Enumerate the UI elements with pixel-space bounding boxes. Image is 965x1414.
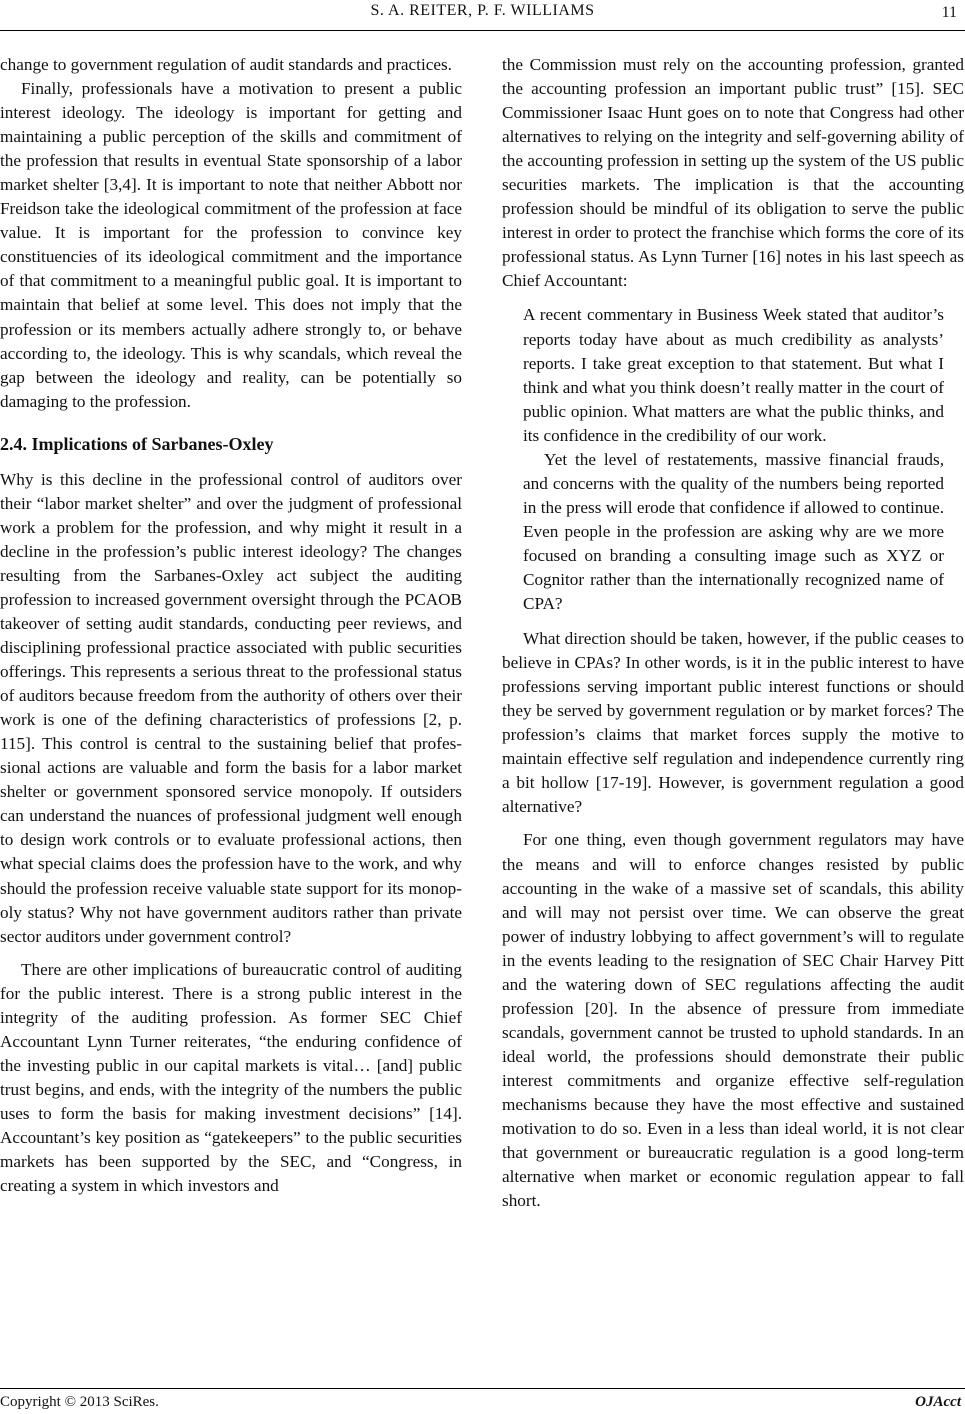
- section-heading: 2.4. Implications of Sarbanes-Oxley: [0, 433, 274, 454]
- copyright-notice: Copyright © 2013 SciRes.: [0, 1394, 159, 1410]
- paragraph: There are other implications of bureaucratic control of auditing for the public interest. There is a strong public interest in the integrity of the auditing profession. As former SEC Chief Accountant Lynn Turner reiterates, “the enduring confidence of the investing public in our capital markets is vital… [and] public trust begins, and ends, with the integrity of the numbers the public uses to form the basis for making investment decisions” [14]. Accountant’s key position as “gatekeepers” to the public securities markets has been supported by the SEC, and “Congress, in creating a system in which investors and: [0, 959, 462, 1196]
- paragraph: the Commission must rely on the accounting profession, granted the accounting profession an important public trust” [15]. SEC Commissioner Isaac Hunt goes on to note that Congress had other alternatives to relying on the integrity and self-governing ability of the accounting profession in setting up the system of the US public securities markets. The implication is that the accounting profession should be mindful of its obligation to serve the public interest in order to protect the franchise which forms the core of its professional status. As Lynn Turner [16] notes in his last speech as Chief Accountant:: [502, 55, 964, 291]
- quote-paragraph: Yet the level of restatements, massive financial frauds, and concerns with the quality of the numbers being reported in the press will erode that confidence if allowed to continue. Even people in the profession are asking why are we more focused on branding a consulting image such as XYZ or Cognitor rather than the internationally recognized name of CPA?: [523, 449, 944, 614]
- paragraph: Finally, professionals have a motivation to present a public interest ideology. The ideology is important for getting and maintaining a public perception of the skills and commitment of the profession that results in eventual State sponsorship of a labor market shelter [3,4]. It is important to note that neither Abbott nor Freidson take the ideological commitment of the profession at face value. It is important for the profession to convince key constituencies of its ideological commitment and the importance of that commitment to a meaningful public goal. It is important to maintain that belief at some level. This does not imply that the profession or its members actually adhere strongly to, or behave according to, the ideology. This is why scandals, which reveal the gap between the ideology and reality, can be potentially so damaging to the profession.: [0, 79, 462, 411]
- paragraph: Why is this decline in the professional control of auditors over their “labor market shelter” and over the judgment of professional work a problem for the profession, and why might it result in a decline in the profession’s public interest ideology? The changes resulting from the Sarbanes-Oxley act subject the auditing profession to increased government oversight through the PCAOB takeover of setting audit standards, conducting peer reviews, and disciplining professional practice associated with public securities offerings. This represents a serious threat to the professional status of auditors because freedom from the authority of others over their work is one of the defining characteristics of professions [2, p. 115]. This control is central to the sustaining belief that professional actions are valuable and form the basis for a labor market shelter or government sponsored service monopoly. If outsiders can understand the nuances of professional judgment well enough to design work controls or to evaluate professional actions, then what special claims does the profession have to the work, and why should the profession receive valuable state support for its monopoly status? Why not have government auditors rather than private sector auditors under government control?: [0, 469, 462, 946]
- footer-rule: [0, 1388, 965, 1389]
- right-column: [502, 53, 964, 1213]
- journal-name: OJAcct: [915, 1394, 961, 1410]
- paragraph: What direction should be taken, however, if the public ceases to believe in CPAs? In other words, is it in the public interest to have professions serving important public interest functions or should they be served by government regulation or by market forces? The profession’s claims that market forces supply the motive to maintain effective self regulation and independence currently ring a bit hollow [17-19]. However, is government regulation a good alternative?: [502, 629, 964, 817]
- quote-paragraph: A recent commentary in Business Week stated that auditor’s reports today have about as much credibility as analysts’ reports. I take great exception to that statement. But what I think and what you think doesn’t really matter in the court of public opinion. What matters are what the public thinks, and its confidence in the credibility of our work.: [523, 305, 944, 445]
- running-head-authors: S. A. REITER, P. F. WILLIAMS: [370, 2, 595, 19]
- page-number: 11: [941, 4, 957, 21]
- paragraph: change to government regulation of audit standards and practices.: [0, 55, 452, 74]
- page-header: [0, 0, 965, 34]
- header-rule: [0, 30, 965, 31]
- paragraph: For one thing, even though government regulators may have the means and will to enforce changes resisted by public accounting in the wake of a massive set of scandals, this ability and will may not persist over time. We can observe the great power of industry lobbying to affect government’s will to regulate in the events leading to the resignation of SEC Chair Harvey Pitt and the watering down of SEC regulations affecting the audit profession [20]. In the absence of pressure from immediate scandals, government cannot be trusted to uphold standards. In an ideal world, the professions should demonstrate their public interest commitments and organize effective self-regulation mechanisms because they have the most effective and sustained motivation to do so. Even in a less than ideal world, it is not clear that government or bureaucratic regulation is a good long-term alternative when market or economic regulation appear to fall short.: [502, 830, 964, 1211]
- left-column: [0, 53, 462, 1198]
- page-footer: [0, 1388, 965, 1414]
- block-quote: [523, 303, 944, 616]
